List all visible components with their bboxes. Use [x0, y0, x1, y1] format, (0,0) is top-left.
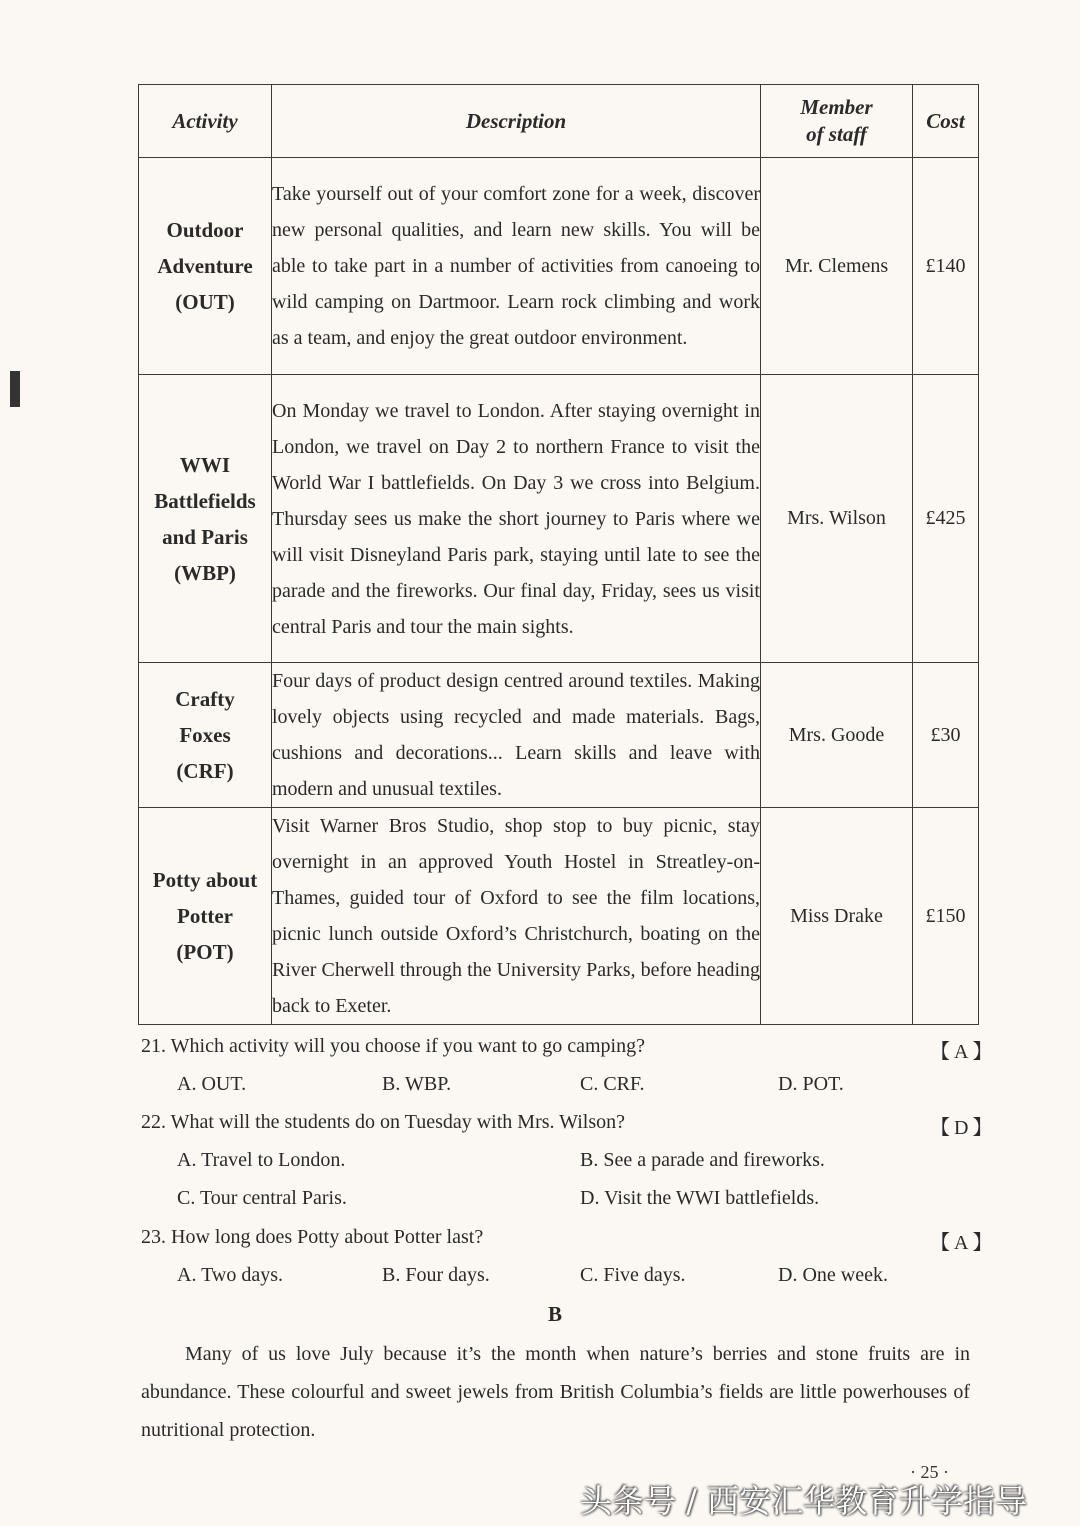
staff-cell: Mrs. Goode [761, 663, 913, 808]
description-cell: On Monday we travel to London. After staying overnight in London, we travel on Day 2 to northern France to visit the World War I battlefields. On Day 3 we cross into Belgium. Thursday sees us make the short journey to Paris where we will visit Disneyland Paris park, staying until late to see the parade and the fireworks. Our final day, Friday, sees us visit central Paris and tour the main sights. [272, 375, 761, 663]
header-cost: Cost [913, 85, 979, 158]
staff-cell: Mrs. Wilson [761, 375, 913, 663]
cost-cell: £140 [913, 158, 979, 375]
table-row [139, 375, 979, 663]
section-b-passage: Many of us love July because it’s the month when nature’s berries and stone fruits are in abundance. These colourful and sweet jewels from British Columbia’s fields are little powerhouses of nutritional protection. [141, 1343, 970, 1441]
question-21-option-c: C. CRF. [580, 1073, 645, 1095]
cost-cell: £30 [913, 663, 979, 808]
header-activity: Activity [139, 85, 272, 158]
description-cell: Take yourself out of your comfort zone for a week, discover new personal qualities, and learn new skills. You will be able to take part in a number of activities from canoeing to wild camping on Dartmoor. Learn rock climbing and work as a team, and enjoy the great outdoor environment. [272, 158, 761, 375]
question-21-stem: 21. Which activity will you choose if you want to go camping? [141, 1035, 645, 1057]
watermark: 头条号 / 西安汇华教育升学指导 [580, 1482, 1028, 1520]
section-b-heading: B [547, 1302, 562, 1326]
description-cell: Visit Warner Bros Studio, shop stop to buy picnic, stay overnight in an approved Youth Hostel in Streatley-on-Thames, guided tour of Oxford to see the film locations, picnic lunch outside Oxford’s Christchurch, boating on the River Cherwell through the University Parks, before heading back to Exeter. [272, 808, 761, 1025]
question-21-option-d: D. POT. [778, 1073, 844, 1095]
cost-cell: £425 [913, 375, 979, 663]
question-22-answer: 【D】 [930, 1117, 997, 1139]
table-header-row [139, 85, 979, 158]
question-23-option-b: B. Four days. [382, 1264, 490, 1286]
question-22-option-a: A. Travel to London. [177, 1149, 346, 1171]
margin-mark [10, 371, 20, 407]
question-22-option-b: B. See a parade and fireworks. [580, 1149, 825, 1171]
question-23-option-d: D. One week. [778, 1264, 888, 1286]
activity-cell: Potty about Potter (POT) [139, 808, 272, 1025]
table-row [139, 158, 979, 375]
staff-cell: Miss Drake [761, 808, 913, 1025]
question-21-option-a: A. OUT. [177, 1073, 247, 1095]
question-23-answer: 【A】 [930, 1232, 997, 1254]
activities-table [138, 84, 979, 1025]
header-staff: Member of staff [761, 85, 913, 158]
question-23-option-c: C. Five days. [580, 1264, 686, 1286]
question-22-option-c: C. Tour central Paris. [177, 1187, 347, 1209]
question-23-option-a: A. Two days. [177, 1264, 284, 1286]
cost-cell: £150 [913, 808, 979, 1025]
question-22-stem: 22. What will the students do on Tuesday with Mrs. Wilson? [141, 1111, 626, 1133]
staff-cell: Mr. Clemens [761, 158, 913, 375]
question-22-option-d: D. Visit the WWI battlefields. [580, 1187, 820, 1209]
header-description: Description [272, 85, 761, 158]
activity-cell: WWI Battlefields and Paris (WBP) [139, 375, 272, 663]
activity-cell: Crafty Foxes (CRF) [139, 663, 272, 808]
table-row [139, 808, 979, 1025]
description-cell: Four days of product design centred around textiles. Making lovely objects using recycled and made materials. Bags, cushions and decorations... Learn skills and leave with modern and unusual textiles. [272, 663, 761, 808]
question-23-stem: 23. How long does Potty about Potter last? [141, 1226, 484, 1248]
question-21-answer: 【A】 [930, 1041, 997, 1063]
page-number: · 25 · [910, 1462, 949, 1482]
table-row [139, 663, 979, 808]
activity-cell: Outdoor Adventure (OUT) [139, 158, 272, 375]
question-21-option-b: B. WBP. [382, 1073, 452, 1095]
